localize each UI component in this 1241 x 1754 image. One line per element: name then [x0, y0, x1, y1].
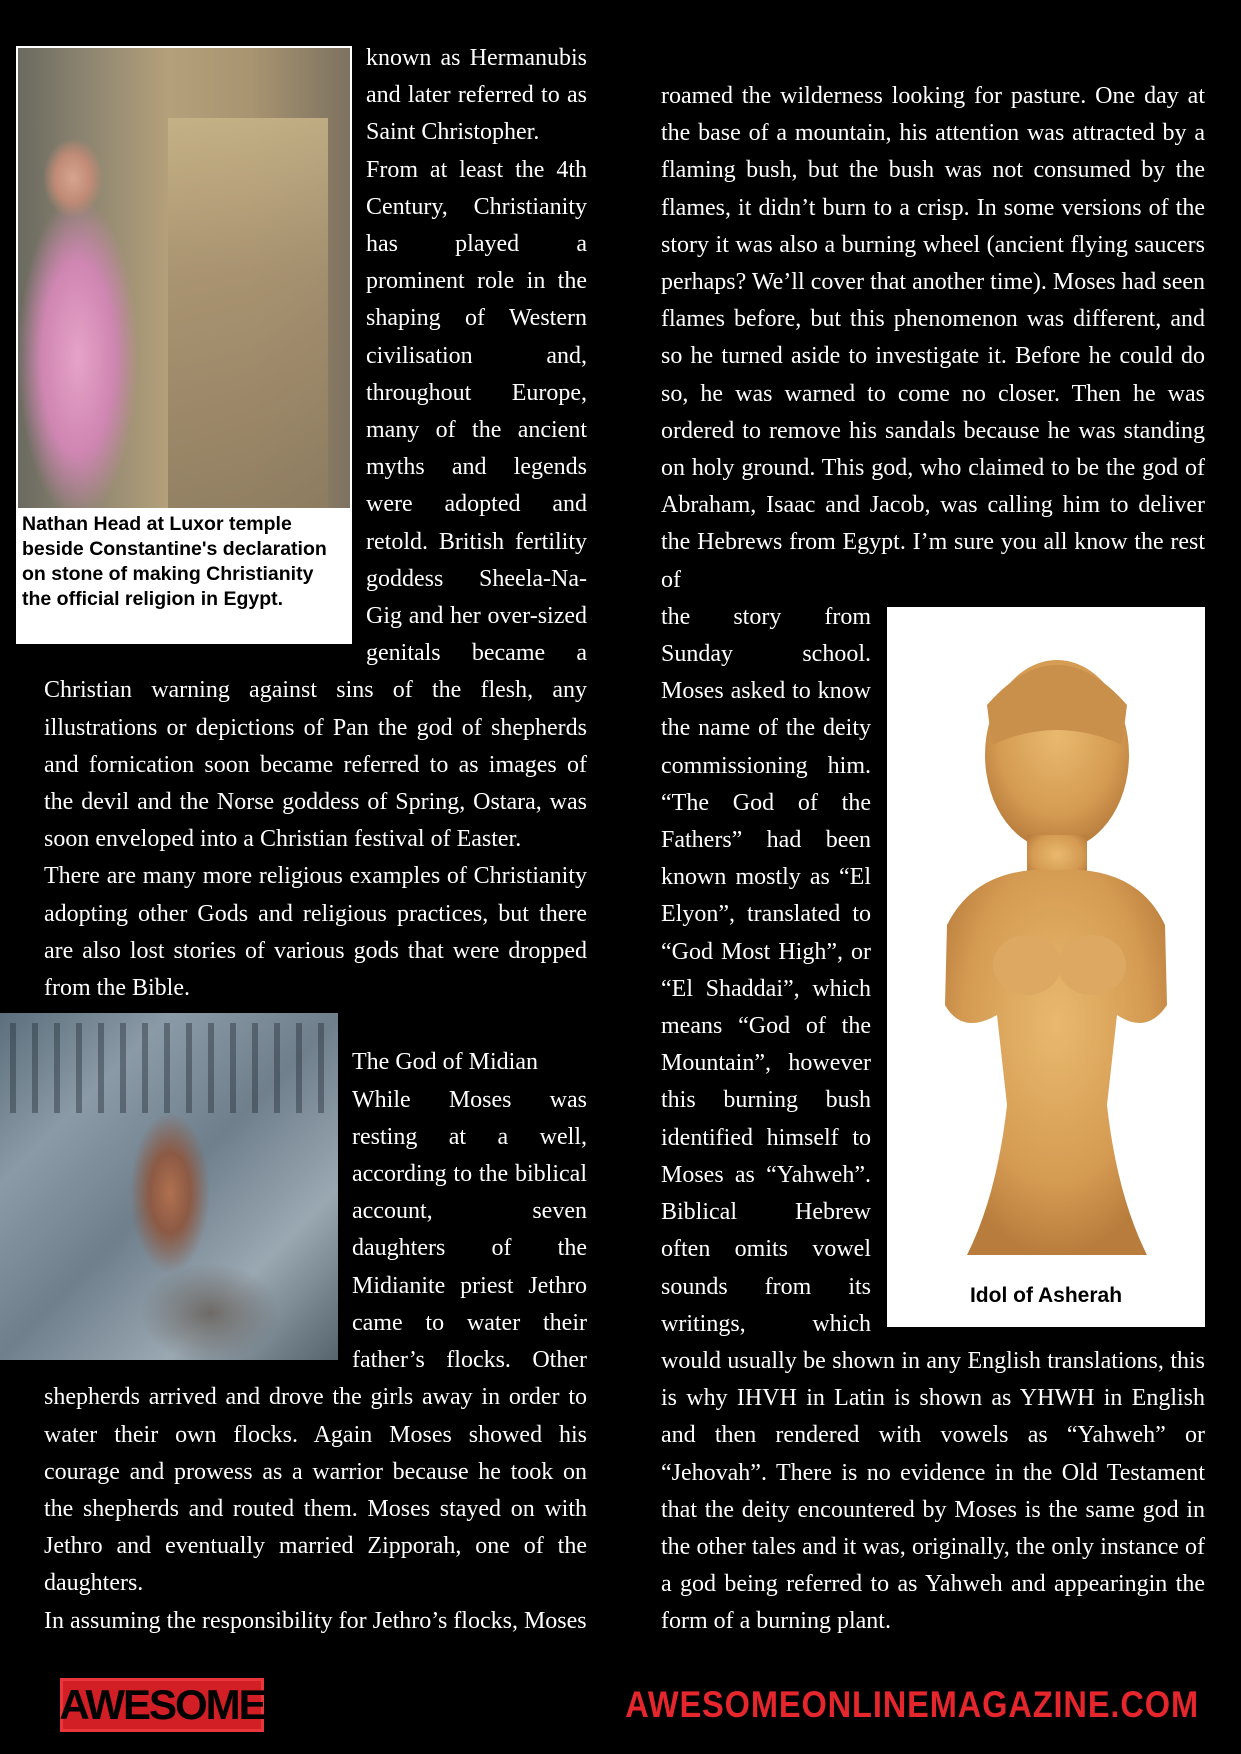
- luxor-photo-image: [18, 48, 350, 508]
- asherah-caption: Idol of Asherah: [969, 1283, 1123, 1307]
- left-paragraph-4: While Moses was resting at a well, according to the biblical account, seven daughters of the Midianite priest Jethro came to water their father’s flocks. Other shepherds arrived and drove the girls away in order to water their own flocks. Again Moses showed his courage and prowess as a warrior because he took on the shepherds and routed them. Moses stayed on with Jethro and eventually married Zipporah, one of the daughters.: [44, 1086, 587, 1597]
- awesome-logo: AWESOME: [60, 1678, 264, 1732]
- left-paragraph-5: In assuming the responsibility for Jethro’s flocks, Moses: [44, 1607, 587, 1634]
- right-paragraph-1: roamed the wilderness looking for pasture. One day at the base of a mountain, his attention was attracted by a flaming bush, but the bush was not consumed by the flames, it didn’t burn to a crisp. In some versions of the story it was also a burning wheel (ancient flying saucers perhaps? We’ll cover that another time). Moses had seen flames before, but this phenomenon was different, and so he turned aside to investigate it. Before he could do so, he was warned to come no closer. Then he was ordered to remove his sandals because he was standing on holy ground. This god, who claimed to be the god of Abraham, Isaac and Jacob, was calling him to deliver the Hebrews from Egypt. I’m sure you all know the rest of: [661, 83, 1205, 593]
- section-subhead: The God of Midian: [352, 1049, 538, 1076]
- magazine-url[interactable]: AWESOMEONLINEMAGAZINE.COM: [625, 1684, 1199, 1725]
- right-paragraph-2: the story from Sunday school. Moses asked to know the name of the deity commissioning him. “The God of the Fathers” had been known mostly as “El Elyon”, translated to “God Most High”, or “El Shaddai”, which means “God of the Mountain”, however this burning bush identified himself to Moses as “Yahweh”. Biblical Hebrew often omits vowel sounds from its writings, which would usually be shown in any English translations, this is why IHVH in Latin is shown as YHWH in English and then rendered with vowels as “Yahweh” or “Jehovah”. There is no evidence in the Old Testament that the deity encountered by Moses is the same god in the other tales and it was, originally, the only instance of a god being referred to as Yahweh and appearingin the form of a burning plant.: [661, 603, 1205, 1635]
- left-paragraph-3: [44, 858, 587, 1007]
- left-paragraph-2: From at least the 4th Century, Christianity has played a prominent role in the shaping of Western civilisation and, throughout Europe, many of the ancient myths and legends were adopted and retold. British fertility goddess Sheela-Na-Gig and her over-sized genitals became a Christian warning against sins of the flesh, any illustrations or depictions of Pan the god of shepherds and fornication soon became referred to as images of the devil and the Norse goddess of Spring, Ostara, was soon enveloped into a Christian festival of Easter.: [44, 156, 587, 853]
- left-paragraph-3-text: There are many more religious examples of Christianity adopting other Gods and religious practices, but there are also lost stories of various gods that were dropped from the Bible.: [44, 863, 587, 1002]
- right-column: [661, 78, 1205, 1641]
- luxor-temple-photo: [16, 46, 352, 644]
- left-paragraph-1: known as Hermanubis and later referred to as Saint Christopher.: [366, 45, 587, 146]
- luxor-photo-caption: Nathan Head at Luxor temple beside Constantine's declaration on stone of making Christianity the official religion in Egypt.: [22, 513, 327, 610]
- egyptian-relief-image: [0, 1013, 338, 1360]
- asherah-idol-photo: [887, 607, 1205, 1327]
- left-column: [22, 40, 587, 1640]
- asherah-idol-image: [917, 635, 1185, 1265]
